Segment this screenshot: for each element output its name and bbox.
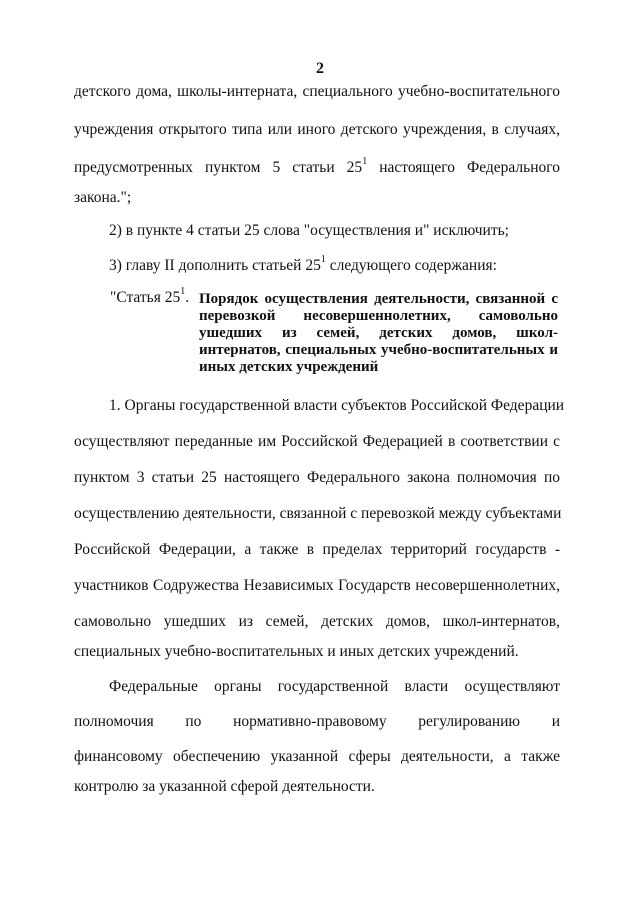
text-line: полномочия по нормативно-правовому регулированию и <box>74 713 560 730</box>
superscript: 1 <box>180 285 186 297</box>
text-line: самовольно ушедших из семей, детских домов, школ-интернатов, <box>74 613 560 630</box>
list-item-2: 2) в пункте 4 статьи 25 слова "осуществления и" исключить; <box>109 222 509 239</box>
text-line <box>74 155 560 177</box>
superscript: 1 <box>320 253 326 265</box>
text-line: финансовому обеспечению указанной сферы деятельности, а также <box>74 748 560 765</box>
text-fragment: предусмотренных пунктом 5 статьи 25 <box>74 159 363 176</box>
text-line: пунктом 3 статьи 25 настоящего Федерального закона полномочия по <box>74 469 560 486</box>
text-line: 1. Органы государственной власти субъектов Российской Федерации <box>109 397 565 414</box>
text-line: участников Содружества Независимых Государств несовершеннолетних, <box>74 577 560 594</box>
text-fragment: 3) главу II дополнить статьей 25 <box>109 257 321 274</box>
article-heading-line: перевозкой несовершеннолетних, самовольно <box>199 308 558 324</box>
page-number: 2 <box>316 60 324 77</box>
text-fragment: настоящего Федерального <box>367 159 560 176</box>
text-fragment: следующего содержания: <box>325 257 497 274</box>
text-line: детского дома, школы-интерната, специального учебно-воспитательного <box>74 83 560 100</box>
text-line: контролю за указанной сферой деятельности. <box>74 778 375 795</box>
text-line: осуществляют переданные им Российской Федерацией в соответствии с <box>74 433 560 450</box>
text-line: специальных учебно-воспитательных и иных детских учреждений. <box>74 643 519 660</box>
article-label <box>110 285 190 307</box>
superscript: 1 <box>362 155 368 167</box>
list-item-3 <box>109 253 497 275</box>
text-line: Российской Федерации, а также в пределах территорий государств - <box>74 541 560 558</box>
article-heading-line: ушедших из семей, детских домов, школ- <box>199 325 558 341</box>
text-line: Федеральные органы государственной власти осуществляют <box>109 678 560 695</box>
article-heading-line: иных детских учреждений <box>199 359 379 375</box>
article-heading-line: интернатов, специальных учебно-воспитательных и <box>199 342 558 358</box>
text-line: закона."; <box>74 189 132 206</box>
text-line: осуществлению деятельности, связанной с перевозкой между субъектами <box>74 505 562 522</box>
text-fragment: . <box>185 289 190 306</box>
text-fragment: "Статья 25 <box>110 289 181 306</box>
article-heading-line: Порядок осуществления деятельности, связанной с <box>199 291 558 307</box>
text-line: учреждения открытого типа или иного детского учреждения, в случаях, <box>74 121 560 138</box>
